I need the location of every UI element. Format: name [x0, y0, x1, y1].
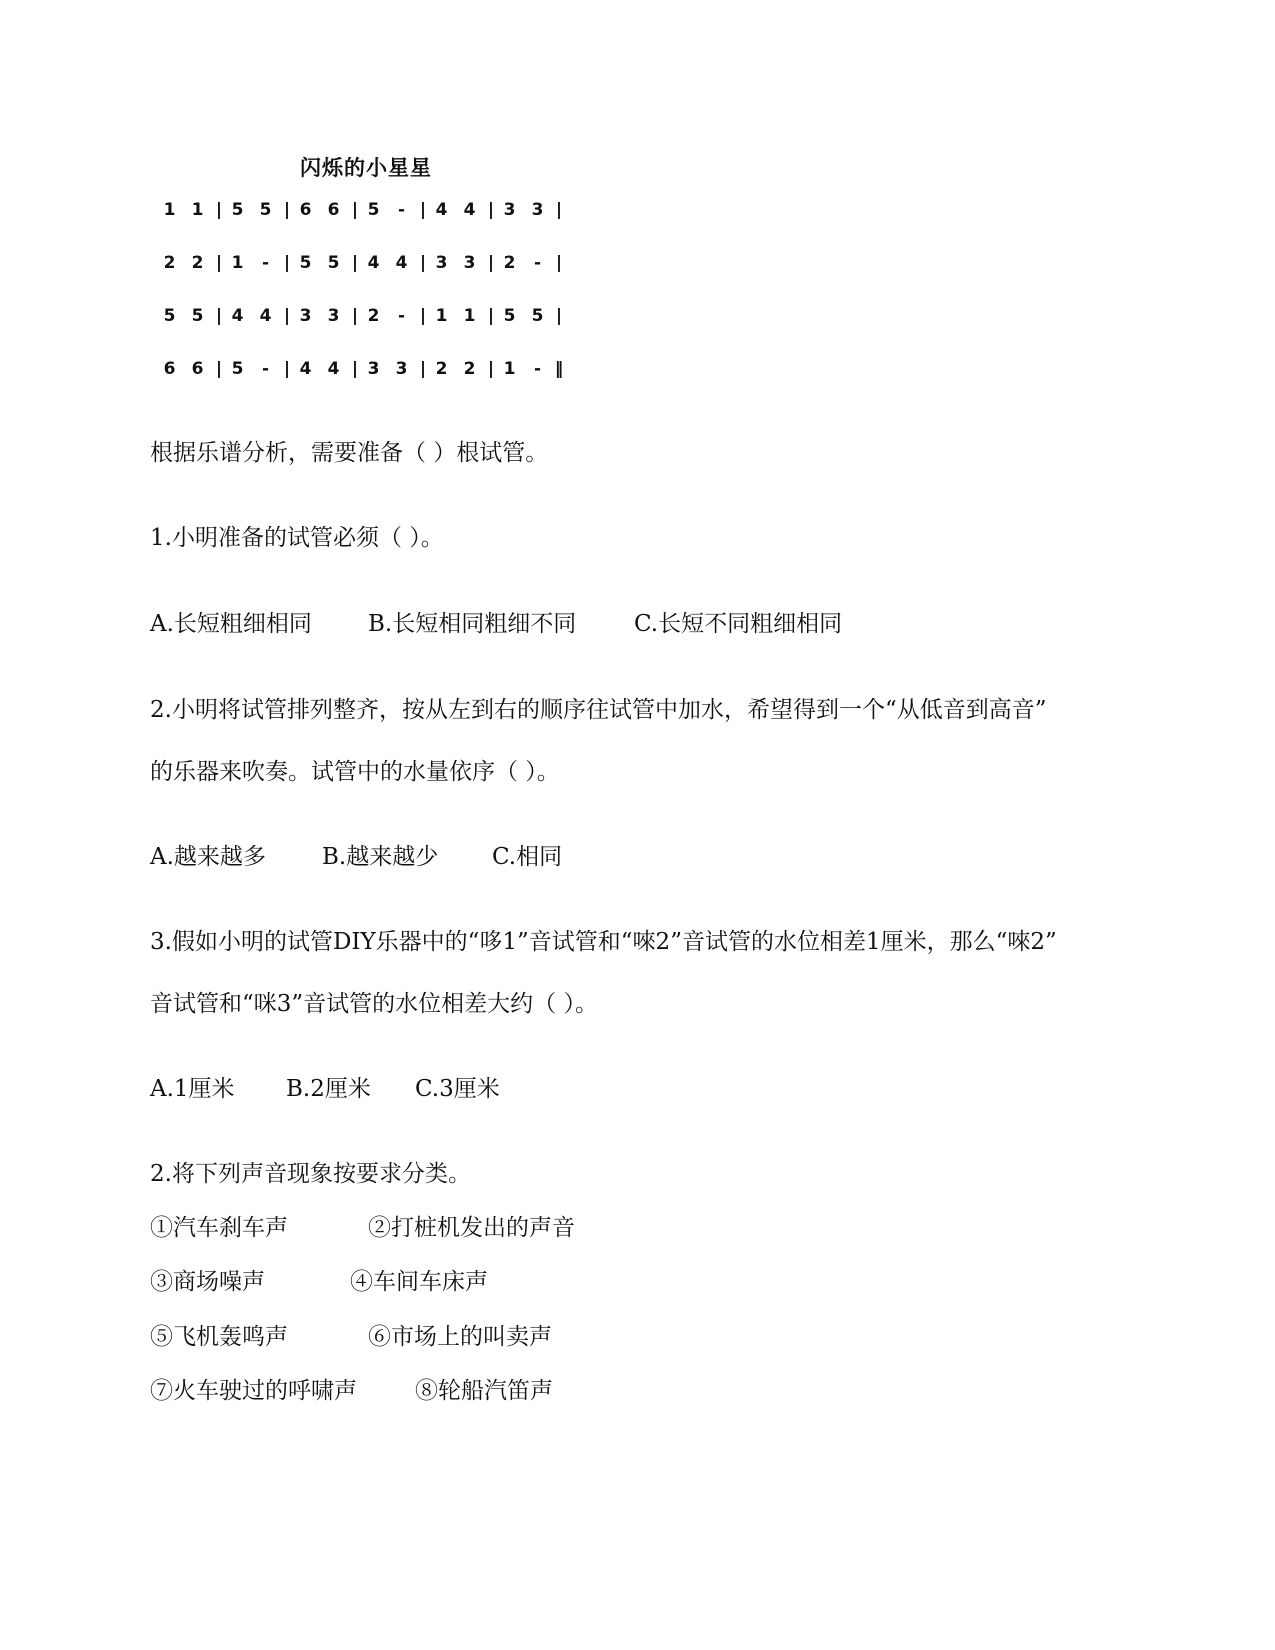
q2-option-c: C.相同 — [492, 844, 563, 870]
score-note: 6 — [163, 359, 176, 379]
score-note: 5 — [191, 306, 204, 326]
music-score — [150, 140, 620, 400]
score-note: 3 — [395, 359, 408, 379]
score-note: 5 — [367, 200, 380, 220]
score-note: 1 — [231, 253, 244, 273]
score-note: 4 — [395, 253, 408, 273]
question-3-line-1: 3.假如小明的试管DIY乐器中的“哆1”音试管和“唻2”音试管的水位相差1厘米，那么“唻2” — [150, 929, 1057, 955]
score-note: 2 — [191, 253, 204, 273]
bar-line: | — [283, 306, 291, 326]
sound-item-7: ⑦火车驶过的呼啸声 — [150, 1378, 357, 1404]
score-note: - — [397, 306, 406, 326]
q3-option-a: A.1厘米 — [150, 1076, 235, 1102]
score-note: 2 — [367, 306, 380, 326]
section-2-title: 2.将下列声音现象按要求分类。 — [150, 1161, 471, 1187]
question-2-line-2: 的乐器来吹奏。试管中的水量依序（ ）。 — [150, 759, 560, 785]
bar-line: | — [215, 306, 223, 326]
score-note: 5 — [503, 306, 516, 326]
score-note: 3 — [463, 253, 476, 273]
q3-option-c: C.3厘米 — [415, 1076, 500, 1102]
bar-line: | — [351, 359, 359, 379]
q1-option-c: C.长短不同粗细相同 — [634, 611, 843, 637]
score-note: 1 — [503, 359, 516, 379]
score-title: 闪烁的小星星 — [300, 156, 432, 180]
score-note: 5 — [231, 359, 244, 379]
bar-line: | — [215, 359, 223, 379]
score-note: - — [533, 359, 542, 379]
question-3-line-2: 音试管和“咪3”音试管的水位相差大约（ ）。 — [150, 991, 598, 1017]
score-note: 1 — [191, 200, 204, 220]
score-note: 5 — [259, 200, 272, 220]
score-note: 4 — [367, 253, 380, 273]
score-note: 4 — [259, 306, 272, 326]
score-note: - — [261, 253, 270, 273]
bar-line: | — [215, 253, 223, 273]
score-note: 3 — [435, 253, 448, 273]
bar-line: | — [351, 306, 359, 326]
score-note: 6 — [191, 359, 204, 379]
bar-line: | — [419, 306, 427, 326]
question-2-options — [150, 846, 562, 869]
bar-line: | — [215, 200, 223, 220]
score-note: 2 — [163, 253, 176, 273]
score-note: 5 — [531, 306, 544, 326]
score-note: 3 — [299, 306, 312, 326]
bar-line: | — [487, 200, 495, 220]
score-note: 4 — [299, 359, 312, 379]
q1-option-b: B.长短相同粗细不同 — [368, 611, 577, 637]
score-note: 1 — [163, 200, 176, 220]
q3-option-b: B.2厘米 — [286, 1076, 371, 1102]
sound-item-4: ④车间车床声 — [350, 1269, 488, 1295]
bar-line: | — [351, 253, 359, 273]
question-1: 1.小明准备的试管必须（ ）。 — [150, 525, 444, 551]
bar-line: | — [283, 359, 291, 379]
score-note: 5 — [299, 253, 312, 273]
sound-items-row-1 — [150, 1217, 575, 1240]
score-note: 1 — [463, 306, 476, 326]
question-1-options — [150, 613, 842, 636]
bar-line: | — [419, 253, 427, 273]
bar-line: | — [555, 306, 563, 326]
bar-line: | — [283, 200, 291, 220]
score-note: 6 — [327, 200, 340, 220]
score-note: 2 — [503, 253, 516, 273]
bar-line: | — [419, 200, 427, 220]
bar-line: | — [419, 359, 427, 379]
sound-item-5: ⑤飞机轰鸣声 — [150, 1324, 288, 1350]
score-note: 3 — [367, 359, 380, 379]
score-note: 6 — [299, 200, 312, 220]
sound-item-6: ⑥市场上的叫卖声 — [368, 1324, 552, 1350]
score-note: 3 — [503, 200, 516, 220]
bar-line: | — [487, 359, 495, 379]
score-note: 3 — [327, 306, 340, 326]
score-note: 5 — [163, 306, 176, 326]
question-2-line-1: 2.小明将试管排列整齐，按从左到右的顺序往试管中加水，希望得到一个“从低音到高音” — [150, 697, 1047, 723]
sound-item-2: ②打桩机发出的声音 — [368, 1215, 575, 1241]
score-note: - — [397, 200, 406, 220]
bar-line: | — [487, 253, 495, 273]
score-note: 1 — [435, 306, 448, 326]
bar-line: | — [555, 253, 563, 273]
q2-option-b: B.越来越少 — [322, 844, 439, 870]
score-note: 4 — [435, 200, 448, 220]
sound-items-row-3 — [150, 1326, 552, 1349]
score-note: 3 — [531, 200, 544, 220]
sound-items-row-2 — [150, 1271, 488, 1294]
q1-option-a: A.长短粗细相同 — [150, 611, 312, 637]
sound-item-1: ①汽车刹车声 — [150, 1215, 288, 1241]
sound-item-3: ③商场噪声 — [150, 1269, 265, 1295]
bar-line: | — [283, 253, 291, 273]
sound-item-8: ⑧轮船汽笛声 — [415, 1378, 553, 1404]
score-note: - — [533, 253, 542, 273]
score-note: 5 — [327, 253, 340, 273]
intro-question: 根据乐谱分析，需要准备（ ）根试管。 — [150, 440, 549, 466]
score-note: - — [261, 359, 270, 379]
bar-line: | — [555, 200, 563, 220]
question-3-options — [150, 1078, 500, 1101]
bar-line: | — [487, 306, 495, 326]
score-note: 5 — [231, 200, 244, 220]
q2-option-a: A.越来越多 — [150, 844, 266, 870]
score-note: 2 — [463, 359, 476, 379]
score-note: 4 — [327, 359, 340, 379]
bar-line: ‖ — [554, 359, 564, 379]
score-note: 4 — [231, 306, 244, 326]
bar-line: | — [351, 200, 359, 220]
sound-items-row-4 — [150, 1380, 553, 1403]
score-note: 4 — [463, 200, 476, 220]
score-note: 2 — [435, 359, 448, 379]
